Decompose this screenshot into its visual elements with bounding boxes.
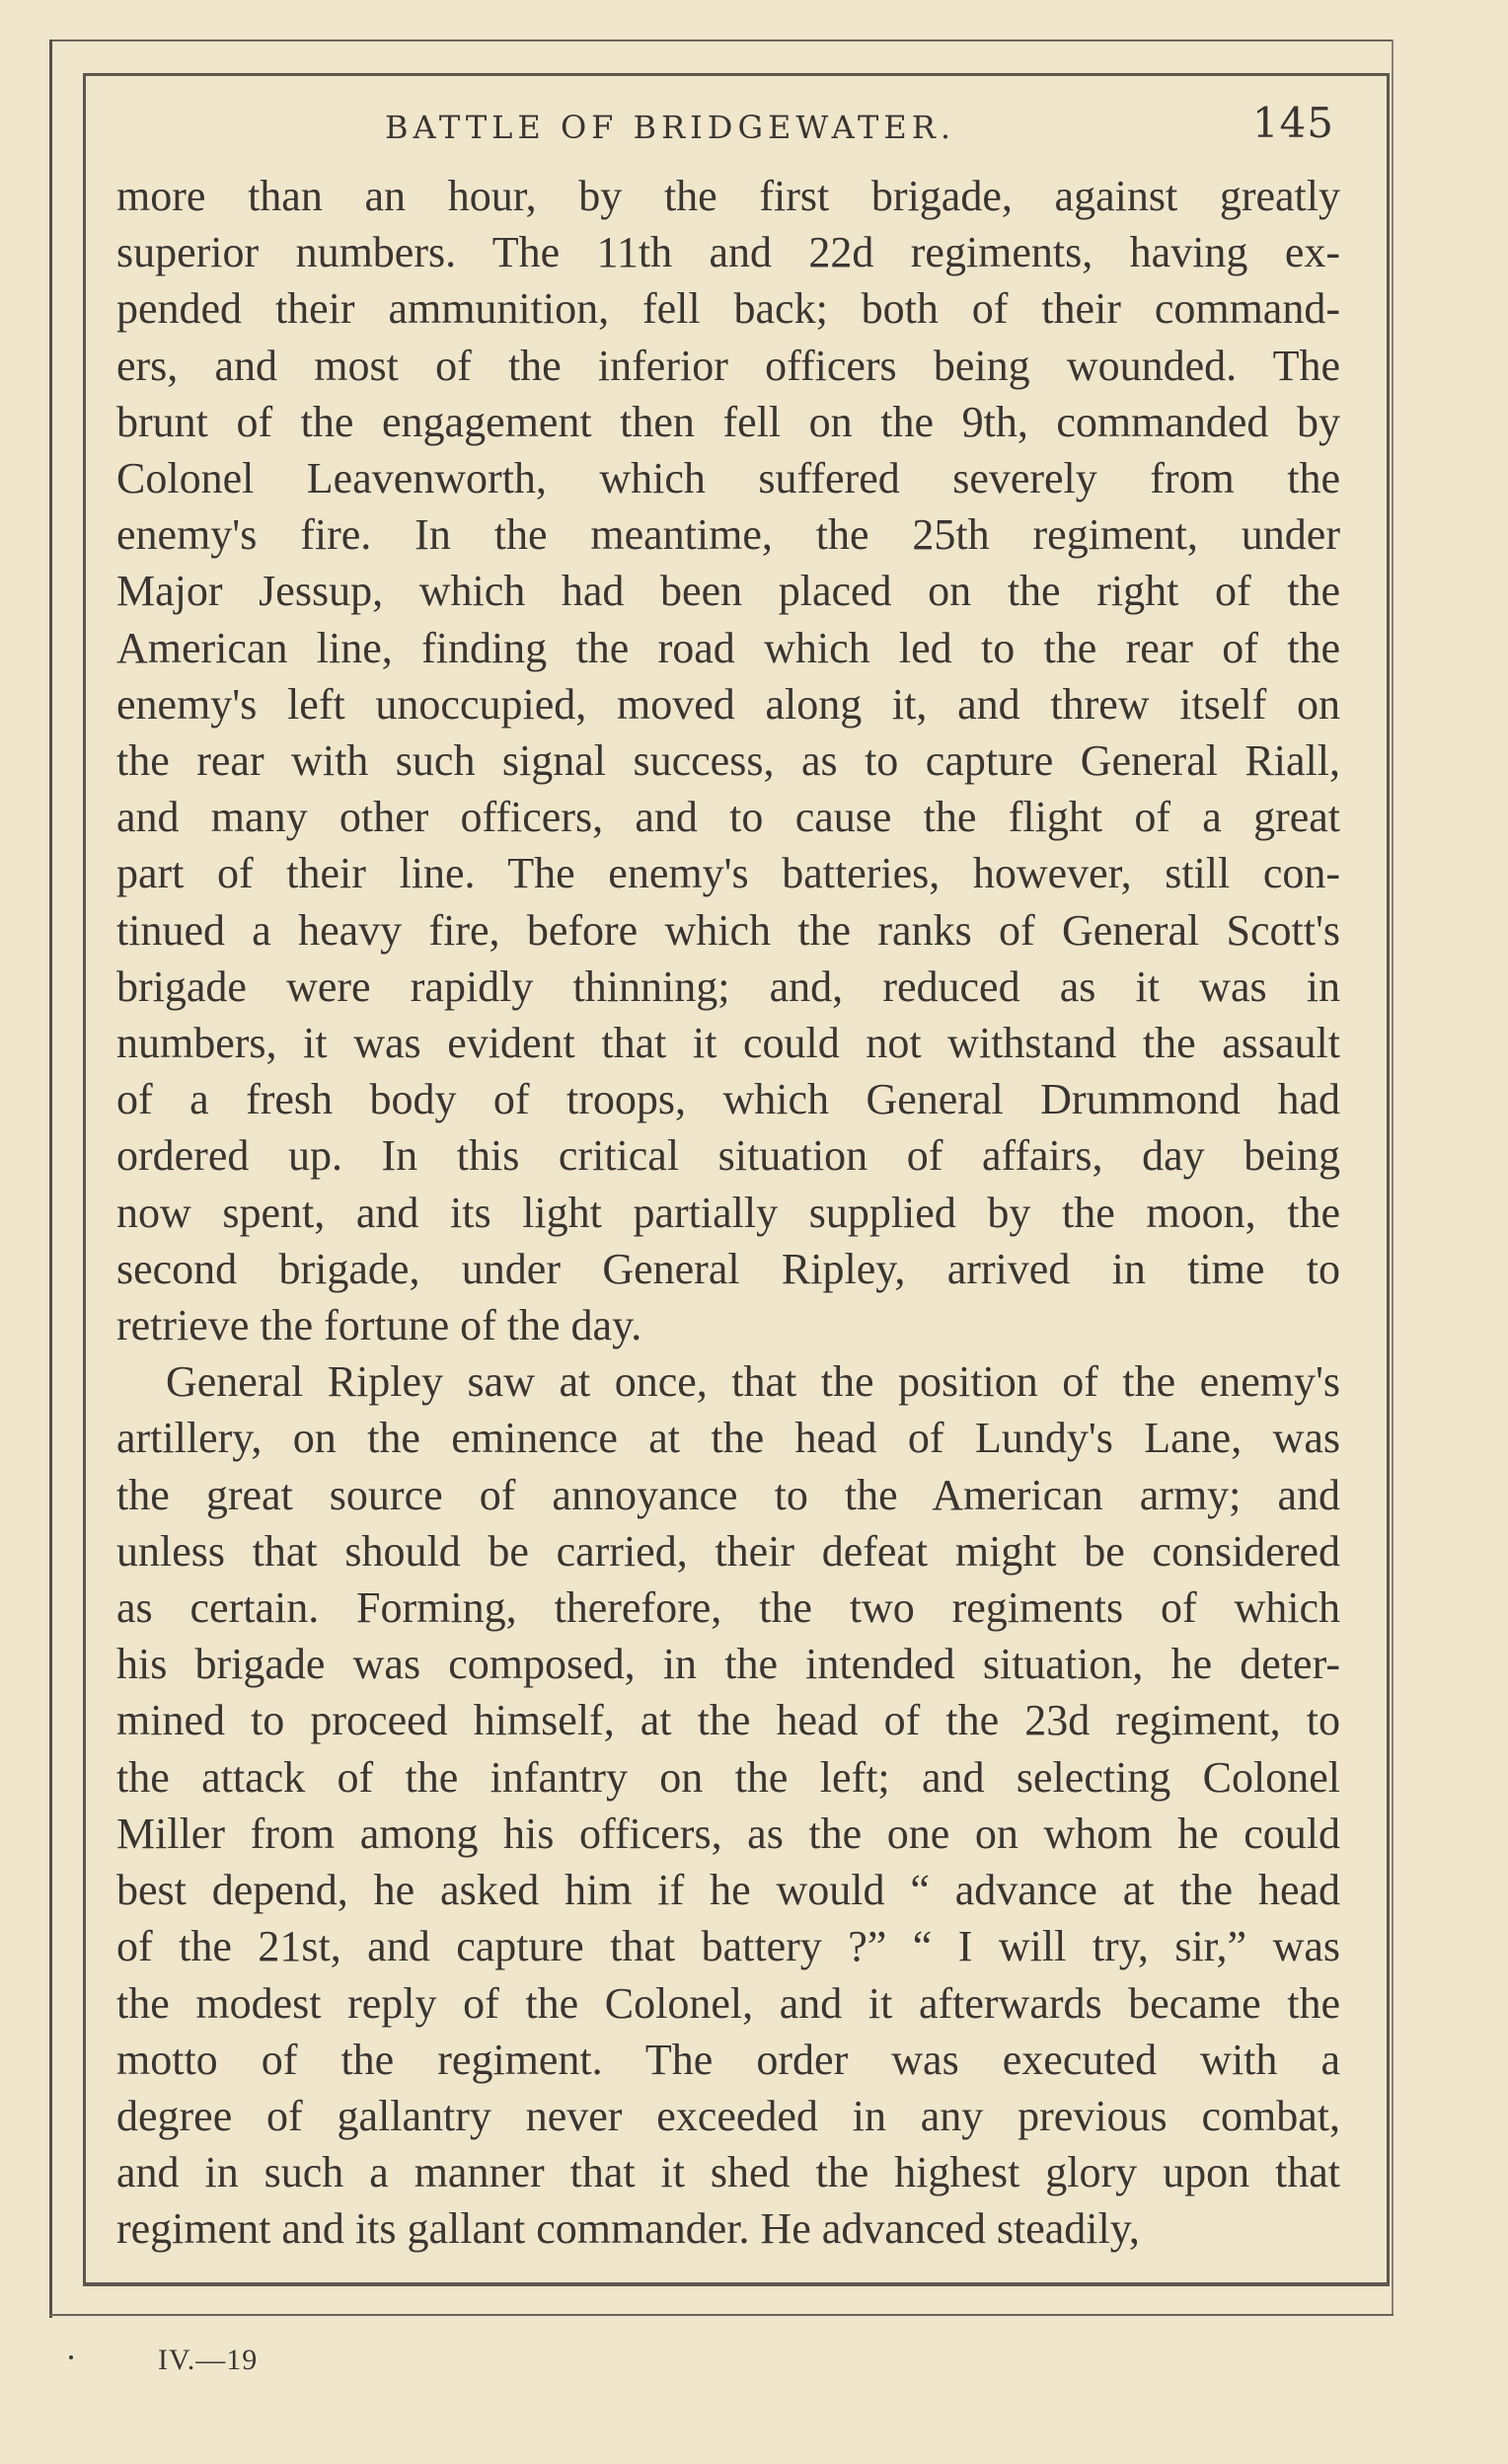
- outer-rule-top: [49, 39, 1394, 41]
- text-line: brigade were rapidly thinning; and, reduced as it was in: [116, 962, 1340, 1011]
- text-line: of the 21st, and capture that battery ?” “ I will try, sir,” was: [116, 1922, 1340, 1971]
- text-line: and in such a manner that it shed the highest glory upon that: [116, 2148, 1340, 2197]
- text-line: enemy's left unoccupied, moved along it, and threw itself on: [116, 679, 1340, 729]
- text-line: second brigade, under General Ripley, arrived in time to: [116, 1244, 1340, 1293]
- page-number: 145: [1251, 99, 1334, 147]
- text-line: brunt of the engagement then fell on the 9th, commanded by: [116, 397, 1340, 446]
- text-line: mined to proceed himself, at the head of the 23d regiment, to: [116, 1696, 1340, 1745]
- paragraph-2: [116, 1353, 1340, 2257]
- text-line: ers, and most of the inferior officers being wounded. The: [116, 341, 1340, 390]
- text-line: ordered up. In this critical situation of affairs, day being: [116, 1131, 1340, 1181]
- text-line: Miller from among his officers, as the one on whom he could: [116, 1809, 1340, 1858]
- text-line: superior numbers. The 11th and 22d regiments, having ex-: [116, 228, 1340, 277]
- paragraph-1: [116, 168, 1340, 1353]
- text-line: degree of gallantry never exceeded in any previous combat,: [116, 2091, 1340, 2140]
- signature-mark: IV.—19: [158, 2344, 259, 2376]
- text-line: American line, finding the road which led to the rear of the: [116, 623, 1340, 672]
- text-line: the modest reply of the Colonel, and it afterwards became the: [116, 1978, 1340, 2028]
- text-line: as certain. Forming, therefore, the two regiments of which: [116, 1583, 1340, 1633]
- text-line: pended their ammunition, fell back; both of their command-: [116, 284, 1340, 334]
- text-line: now spent, and its light partially supplied by the moon, the: [116, 1188, 1340, 1237]
- outer-rule-bottom: [49, 2314, 1394, 2316]
- text-line: the great source of annoyance to the American army; and: [116, 1470, 1340, 1519]
- margin-dot: [69, 2355, 73, 2359]
- text-line: artillery, on the eminence at the head of Lundy's Lane, was: [116, 1414, 1340, 1463]
- text-line: motto of the regiment. The order was executed with a: [116, 2035, 1340, 2084]
- running-title: BATTLE OF BRIDGEWATER.: [385, 109, 955, 146]
- text-line: and many other officers, and to cause the flight of a great: [116, 793, 1340, 842]
- text-line: best depend, he asked him if he would “ advance at the head: [116, 1866, 1340, 1915]
- text-line: the rear with such signal success, as to capture General Riall,: [116, 736, 1340, 786]
- text-line: numbers, it was evident that it could not withstand the assault: [116, 1019, 1340, 1068]
- text-line: tinued a heavy fire, before which the ranks of General Scott's: [116, 905, 1340, 955]
- text-line: retrieve the fortune of the day.: [116, 1301, 642, 1350]
- outer-rule-left: [49, 39, 52, 2318]
- text-line: General Ripley saw at once, that the position of the enemy's: [166, 1357, 1340, 1407]
- text-line: unless that should be carried, their defeat might be considered: [116, 1526, 1340, 1576]
- body-text: [116, 168, 1340, 2258]
- text-line: regiment and its gallant commander. He advanced steadily,: [116, 2204, 1140, 2254]
- text-line: more than an hour, by the first brigade, against greatly: [116, 172, 1340, 220]
- page-heading: [118, 87, 1342, 166]
- text-line: Major Jessup, which had been placed on the right of the: [116, 567, 1340, 616]
- text-line: enemy's fire. In the meantime, the 25th regiment, under: [116, 510, 1340, 560]
- text-line: part of their line. The enemy's batteries, however, still con-: [116, 849, 1340, 898]
- text-line: the attack of the infantry on the left; and selecting Colonel: [116, 1752, 1340, 1802]
- text-line: Colonel Leavenworth, which suffered severely from the: [116, 454, 1340, 503]
- text-line: of a fresh body of troops, which General Drummond had: [116, 1075, 1340, 1124]
- text-line: his brigade was composed, in the intended situation, he deter-: [116, 1640, 1340, 1689]
- outer-rule-right: [1392, 39, 1394, 2314]
